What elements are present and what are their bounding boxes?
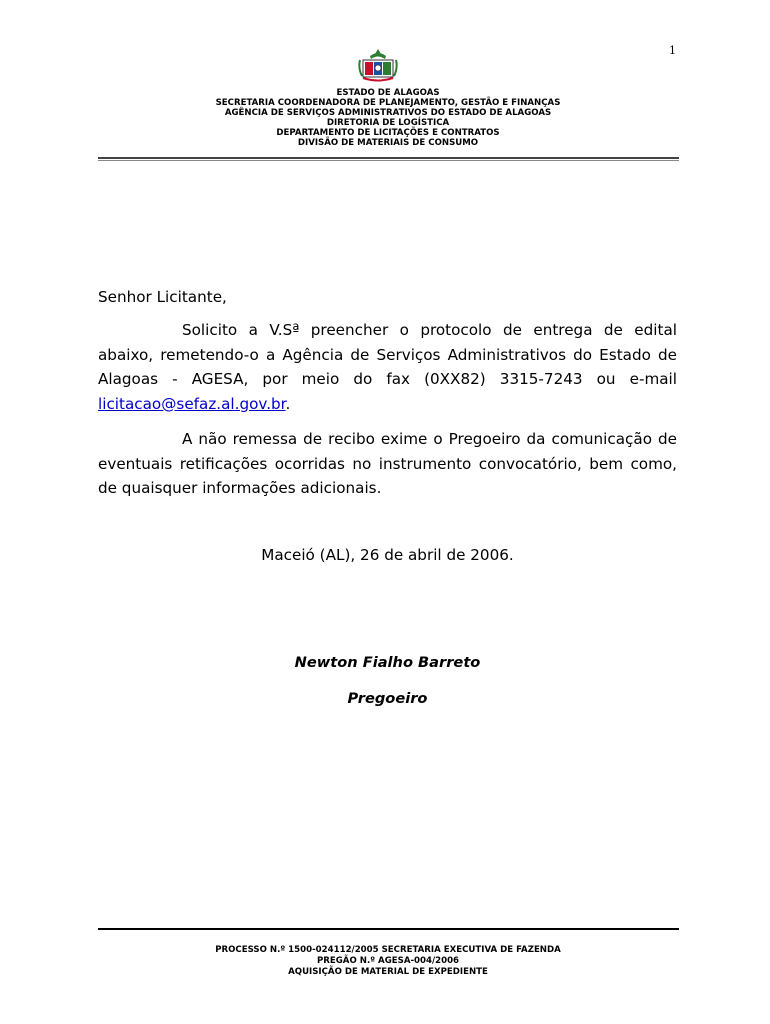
header-secretariat: SECRETARIA COORDENADORA DE PLANEJAMENTO, GESTÃO E FINANÇAS [215,98,561,108]
header-agency: AGÊNCIA DE SERVIÇOS ADMINISTRATIVOS DO ESTADO DE ALAGOAS [224,108,552,118]
header-division: DIVISÃO DE MATERIAIS DE CONSUMO [297,138,479,148]
paragraph-request [98,318,677,416]
paragraph-notice-text: A não remessa de recibo exime o Pregoeiro da comunicação de eventuais retificações ocorridas no instrumento convocatório, bem como, de quaisquer informações adicionais. [98,430,677,498]
signer-name: Newton Fialho Barreto [294,654,481,671]
footer-process: PROCESSO N.º 1500-024112/2005 SECRETARIA EXECUTIVA DE FAZENDA [215,945,561,955]
footer-subject: AQUISIÇÃO DE MATERIAL DE EXPEDIENTE [288,967,488,977]
salutation: Senhor Licitante, [98,288,227,306]
header-directorate: DIRETORIA DE LOGÍSTICA [326,118,450,128]
state-coat-of-arms-icon [357,48,399,84]
header-department: DEPARTAMENTO DE LICITAÇÕES E CONTRATOS [276,128,500,138]
letterhead [98,88,678,148]
email-suffix: . [285,394,291,413]
email-link[interactable]: licitacao@sefaz.al.gov.br [98,394,286,413]
letter-date: Maceió (AL), 26 de abril de 2006. [261,546,514,564]
paragraph-notice [98,427,677,501]
header-divider [98,157,679,161]
page-number: 1 [669,44,676,57]
signer-role: Pregoeiro [347,690,428,707]
footer-auction: PREGÃO N.º AGESA-004/2006 [316,956,460,966]
footer [98,945,678,978]
paragraph-request-text: Solicito a V.Sª preencher o protocolo de entrega de edital abaixo, remetendo-o a Agência de Serviços Administrativos do Estado de Alagoas - AGESA, por meio do fax (0XX82) 3315-7243 ou e-mail [98,321,677,389]
footer-divider [98,928,679,930]
header-state: ESTADO DE ALAGOAS [336,88,440,98]
